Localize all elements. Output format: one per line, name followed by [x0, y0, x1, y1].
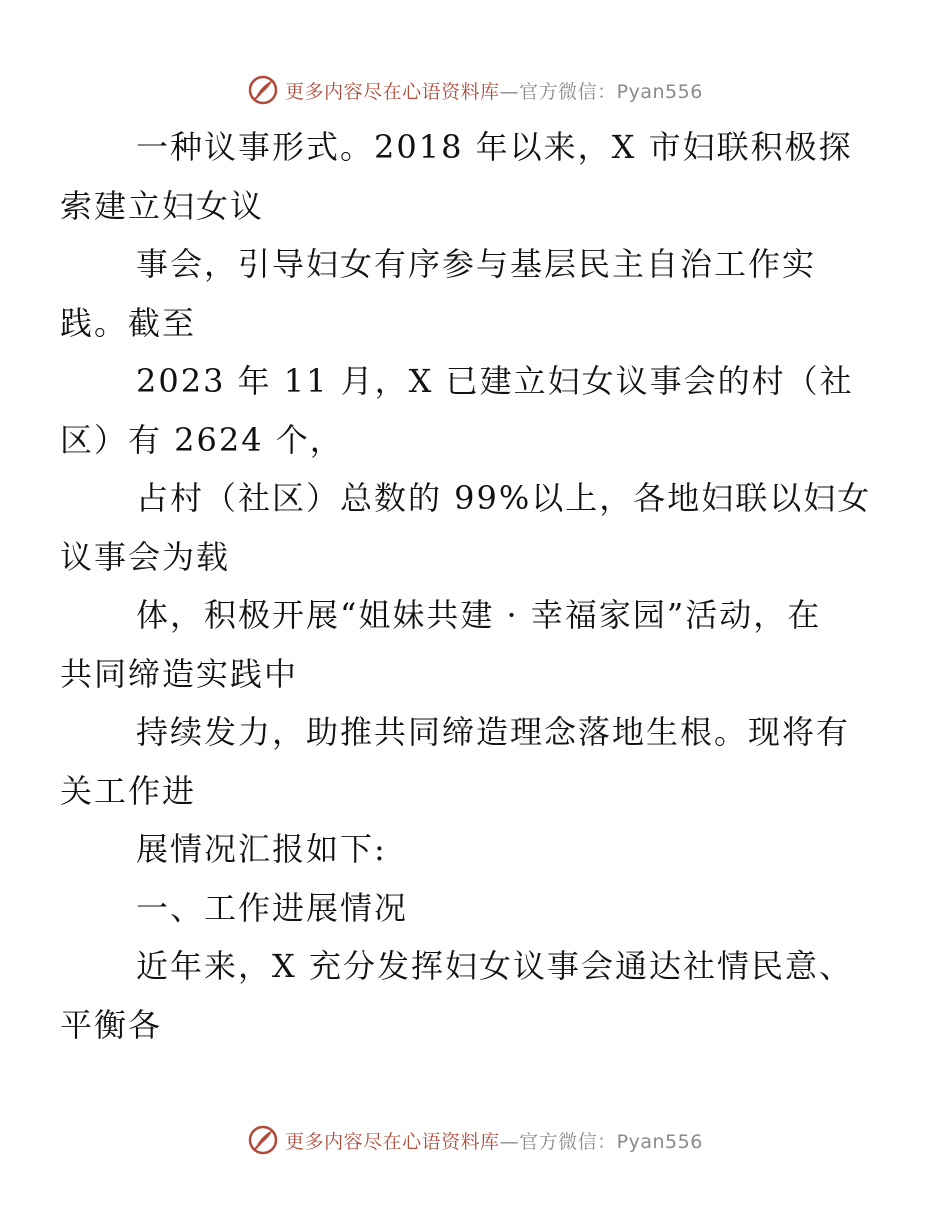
- paragraph-8: 近年来，X 充分发挥妇女议事会通达社情民意、 平衡各: [60, 947, 853, 1044]
- footer-watermark: [0, 1120, 950, 1160]
- paragraph-4: 占村（社区）总数的 99%以上，各地妇联以妇女 议事会为载: [60, 479, 872, 576]
- feather-pen-logo-icon: [247, 1124, 279, 1156]
- section-heading-1: 一、工作进展情况: [136, 888, 409, 927]
- paragraph-6: 持续发力，助推共同缔造理念落地生根。现将有 关工作进: [60, 713, 851, 810]
- feather-pen-logo-icon: [247, 74, 279, 106]
- header-watermark: [0, 70, 950, 110]
- paragraph-5: 体，积极开展“姐妹共建 · 幸福家园”活动，在 共同缔造实践中: [60, 596, 822, 693]
- document-body: [60, 118, 872, 1054]
- watermark-text: 更多内容尽在心语资料库—官方微信：Pyan556: [285, 80, 703, 103]
- paragraph-3: 2023 年 11 月，X 已建立妇女议事会的村（社 区）有 2624 个，: [60, 362, 854, 459]
- watermark-text: 更多内容尽在心语资料库—官方微信：Pyan556: [285, 1130, 703, 1153]
- paragraph-1: 一种议事形式。2018 年以来，X 市妇联积极探 索建立妇女议: [60, 128, 853, 225]
- paragraph-7: 展情况汇报如下:: [136, 830, 387, 868]
- paragraph-2: 事会，引导妇女有序参与基层民主自治工作实 践。截至: [60, 245, 817, 342]
